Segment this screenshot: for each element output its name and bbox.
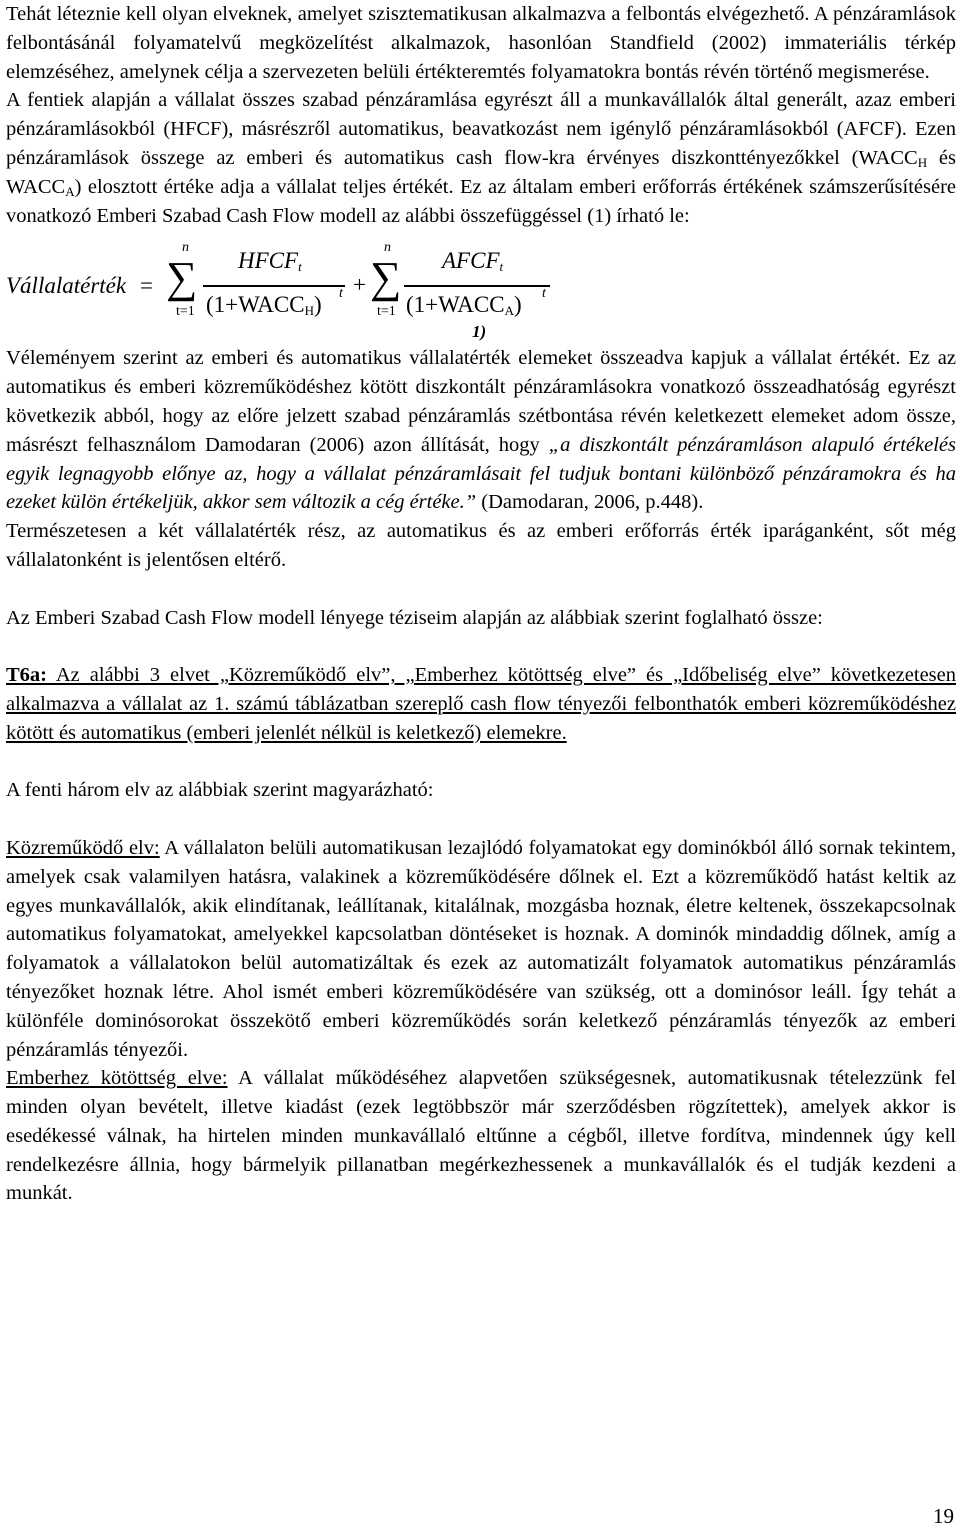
formula-lhs: Vállalatérték [6, 273, 127, 299]
thesis-text: Az alábbi 3 elvet „Közreműködő elv”, „Emberhez kötöttség elve” és „Időbeliség elve” következetesen alkalmazva a vállalat az 1. számú táblázatban szereplő cash flow tényezői felbonthatók emberi közreműködéshez kötött és automatikus (emberi jelenlét nélkül is keletkező) elemekre. [6, 664, 956, 744]
sum1-sigma: ∑ [166, 253, 198, 303]
sum2-upper: n [384, 240, 391, 256]
denominator-2: $(1+WACC_A)$ [406, 292, 522, 319]
text-segment: A fentiek alapján a vállalat összes szabad pénzáramlása egyrészt áll a munkavállalók által generált, azaz emberi pénzáramlásokból (HFCF), másrészről automatikus, beavatkozást nem igénylő pénzáramlásokból (AFCF). Ezen pénzáramlások összege az emberi és automatikus cash flow-kra érvényes diszkonttényezőkkel (WACC [6, 89, 956, 169]
paragraph-contribution-principle [6, 834, 956, 1064]
sum2-lower: t=1 [377, 304, 396, 320]
paragraph-model-summary: Az Emberi Szabad Cash Flow modell lényege téziseim alapján az alábbiak szerint foglalható össze: [6, 606, 823, 629]
thesis-label: T6a: [6, 664, 47, 687]
paragraph-human-binding-principle [6, 1064, 956, 1208]
paragraph-intro: Tehát léteznie kell olyan elveknek, amelyet szisztematikusan alkalmazva a felbontás elvégezhető. A pénzáramlások felbontásánál folyamatelvű megközelítést alkalmazok, hasonlóan Standfield (2002) immateriális térkép elemzéséhez, amelynek célja a szervezeten belüli értékteremtés folyamatokra bontás révén történő megismerése. [6, 3, 956, 83]
text-segment: ) elosztott értéke adja a vállalat teljes értékét. Ez az általam emberi erőforrás értékének számszerűsítésére vonatkozó Emberi Szabad Cash Flow modell az alábbi összefüggéssel (1) írható le: [6, 175, 956, 227]
sum1-upper: n [182, 240, 189, 256]
text-segment: (Damodaran, 2006, p.448). [476, 491, 704, 514]
numerator-hfcf: $HFCF_t$ [238, 248, 302, 275]
subscript-a: A [65, 183, 75, 199]
damodaran-quote: „a diszkontált pénzáramláson alapuló értékelés egyik legnagyobb előnye az, hogy a vállalat pénzáramlásait fel tudjuk bontani különböző pénzáramokra és ha ezeket külön értékeljük, akkor sem változik a cég értéke.” [6, 433, 956, 514]
paragraph-naturally: Természetesen a két vállalatérték rész, az automatikus és az emberi erőforrás érték iparáganként, sőt még vállalatonként is jelentősen eltérő. [6, 520, 956, 571]
document-page [6, 0, 956, 1208]
paragraph-three-principles: A fenti három elv az alábbiak szerint magyarázható: [6, 779, 434, 802]
thesis-t6a [6, 661, 956, 747]
formula-company-value [6, 240, 956, 344]
sum1-lower: t=1 [176, 304, 195, 320]
fraction-bar-2 [404, 285, 550, 287]
exponent-t-2: t [542, 286, 546, 302]
fraction-bar-1 [203, 285, 345, 287]
principle-label: Közreműködő elv: [6, 836, 160, 859]
subscript-h: H [917, 154, 928, 170]
paragraph-cashflow-definition [6, 86, 956, 230]
numerator-afcf: $AFCF_t$ [442, 248, 504, 275]
formula-number: 1) [472, 322, 487, 342]
text-segment: Véleményem szerint az emberi és automatikus vállalatérték elemeket összeadva kapjuk a vállalat értékét. Ez az automatikus és emberi közreműködéshez kötött diszkontált pénzáramlásokra vonatkozó összeadhatóság egyrészt következik abból, hogy az előre jelzett szabad pénzáramlás szétbontása révén keletkezett elemeket adom össze, másrészt felhasználom Damodaran (2006) azon állítását, hogy [6, 347, 956, 456]
formula-equals: = [140, 273, 153, 299]
exponent-t-1: t [339, 286, 343, 302]
paragraph-opinion [6, 344, 956, 517]
principle-label: Emberhez kötöttség elve: [6, 1067, 228, 1090]
sum2-sigma: ∑ [370, 253, 402, 303]
principle-text: A vállalaton belüli automatikusan lezajlódó folyamatokat egy dominókból álló sornak tekintem, amelyek csak valamilyen hatásra, valakinek a közreműködésére dőlnek el. Ezt a közreműködő hatást keltik az egyes munkavállalók, akik elindítanak, leállítanak, kitalálnak, mozgásba hoznak, életre keltenek, összekapcsolnak automatikus folyamatokat, amelyekkel kapcsolatban döntéseket is hoznak. A dominók mindaddig dőlnek, amíg a folyamatok a vállalatokon belül automatizáltak és ezek az automatizált folyamatok automatikus pénzáramlás tényezőket hoznak létre. Ahol ismét emberi közreműködésére van szükség, ott a dominósor leáll. Így tehát a különféle dominósorokat összekötő emberi közreműködés során keletkező pénzáramlás tényezők az emberi pénzáramlás tényezői. [6, 836, 957, 1061]
denominator-1: $(1+WACC_H)$ [206, 292, 322, 319]
text-segment: és WACC [6, 146, 956, 198]
formula-plus: + [353, 272, 366, 298]
principle-text: A vállalat működéséhez alapvetően szükségesnek, automatikusnak tételezzünk fel minden olyan bevételt, illetve kiadást (ezek legtöbbször már szerződésben rögzítettek), amelyek akkor is esedékessé válnak, ha hirtelen minden munkavállaló eltűnne a cégből, illetve fordítva, mindennek úgy kell rendelkezésre állnia, hogy bármelyik pillanatban megérkezhessenek a munkavállalók és el tudják kezdeni a munkát. [6, 1067, 956, 1205]
page-number: 19 [933, 1504, 954, 1528]
